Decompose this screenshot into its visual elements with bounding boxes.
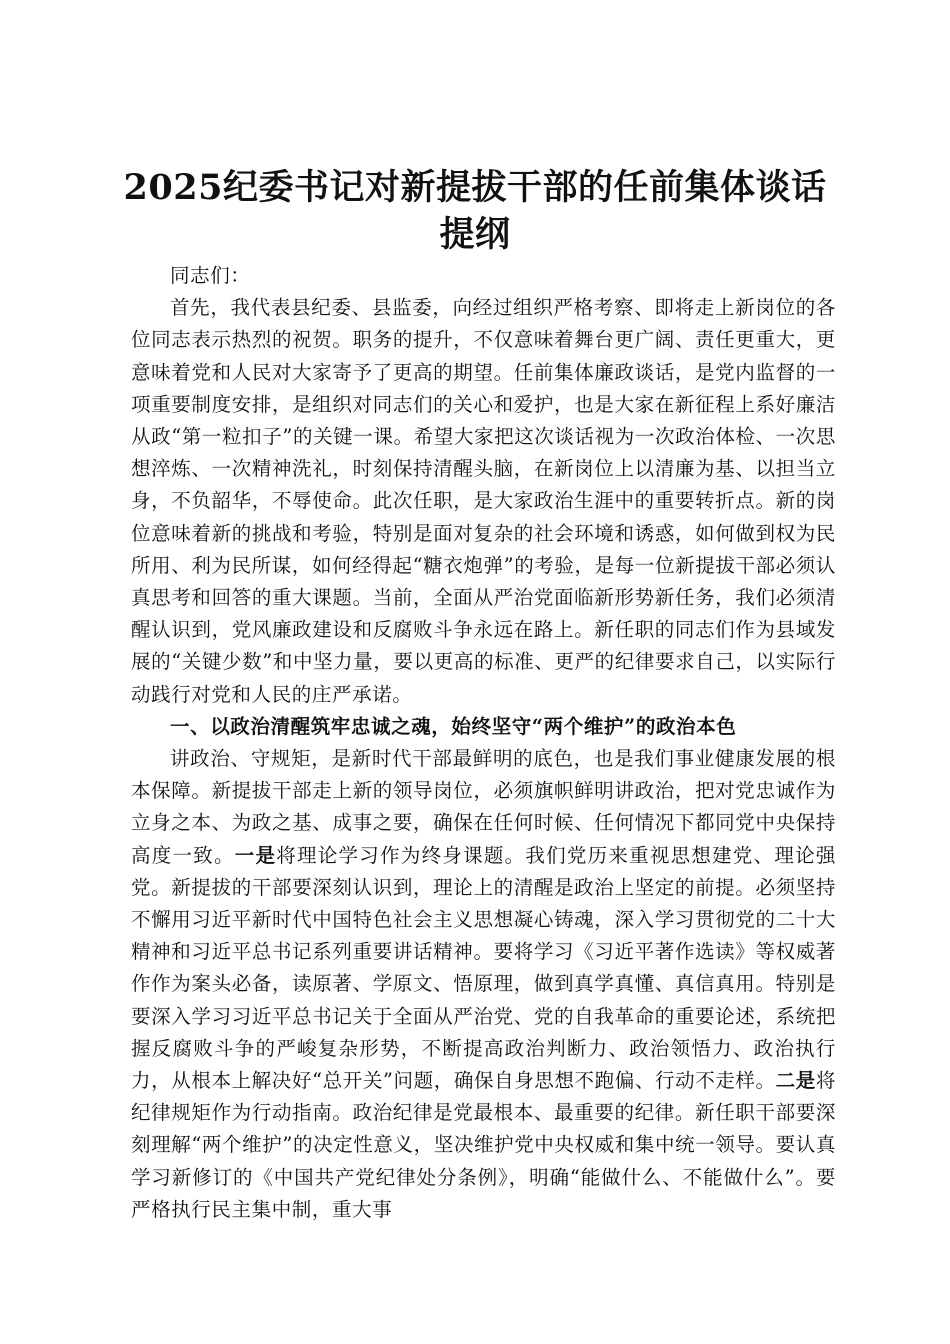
document-body [131, 260, 836, 1226]
intro-paragraph: 首先，我代表县纪委、县监委，向经过组织严格考察、即将走上新岗位的各位同志表示热烈的祝贺。职务的提升，不仅意味着舞台更广阔、责任更重大，更意味着党和人民对大家寄予了更高的期望。任前集体廉政谈话，是党内监督的一项重要制度安排，是组织对同志们的关心和爱护，也是大家在新征程上系好廉洁从政“第一粒扣子”的关键一课。希望大家把这次谈话视为一次政治体检、一次思想淬炼、一次精神洗礼，时刻保持清醒头脑，在新岗位上以清廉为基、以担当立身，不负韶华，不辱使命。此次任职，是大家政治生涯中的重要转折点。新的岗位意味着新的挑战和考验，特别是面对复杂的社会环境和诱惑，如何做到权为民所用、利为民所谋，如何经得起“糖衣炮弹”的考验，是每一位新提拔干部必须认真思考和回答的重大课题。当前，全面从严治党面临新形势新任务，我们必须清醒认识到，党风廉政建设和反腐败斗争永远在路上。新任职的同志们作为县域发展的“关键少数”和中坚力量，要以更高的标准、更严的纪律要求自己，以实际行动践行对党和人民的庄严承诺。 [131, 296, 836, 706]
document-title: 2025纪委书记对新提拔干部的任前集体谈话提纲 [123, 167, 827, 255]
section-1-text-3: 将纪律规矩作为行动指南。政治纪律是党最根本、最重要的纪律。新任职干部要深刻理解“两个维护”的决定性意义，坚决维护党中央权威和集中统一领导。要认真学习新修订的《中国共产党纪律处分条例》，明确“能做什么、不能做什么”。要严格执行民主集中制，重大事 [131, 1069, 836, 1221]
section-1-text-2: 将理论学习作为终身课题。我们党历来重视思想建党、理论强党。新提拔的干部要深刻认识到，理论上的清醒是政治上坚定的前提。必须坚持不懈用习近平新时代中国特色社会主义思想凝心铸魂，深入学习贯彻党的二十大精神和习近平总书记系列重要讲话精神。要将学习《习近平著作选读》等权威著作作为案头必备，读原著、学原文、悟原理，做到真学真懂、真信真用。特别是要深入学习习近平总书记关于全面从严治党、党的自我革命的重要论述，系统把握反腐败斗争的严峻复杂形势，不断提高政治判断力、政治领悟力、政治执行力，从根本上解决好“总开关”问题，确保自身思想不跑偏、行动不走样。 [131, 843, 836, 1093]
section-1-text-1: 讲政治、守规矩，是新时代干部最鲜明的底色，也是我们事业健康发展的根本保障。新提拔干部走上新的领导岗位，必须旗帜鲜明讲政治，把对党忠诚作为立身之本、为政之基、成事之要，确保在任何时候、任何情况下都同党中央保持高度一致。 [131, 747, 836, 867]
section-heading-1: 一、以政治清醒筑牢忠诚之魂，始终坚守“两个维护”的政治本色 [170, 714, 737, 738]
point-marker-1: 一是 [234, 843, 277, 867]
section-1-paragraph [131, 743, 836, 1226]
point-marker-2: 二是 [775, 1069, 816, 1093]
salutation: 同志们： [170, 264, 251, 287]
